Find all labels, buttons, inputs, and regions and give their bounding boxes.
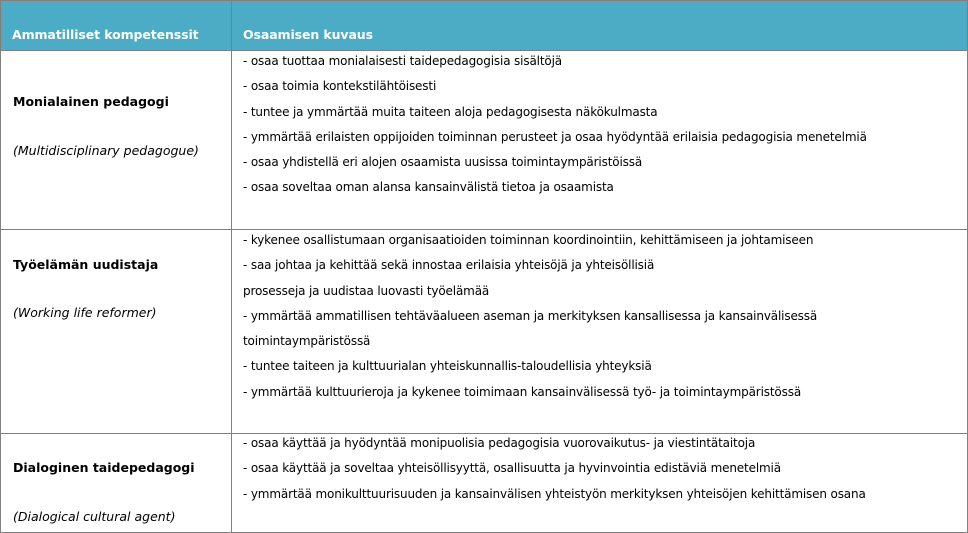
description-list [243, 434, 866, 510]
list-item: - ymmärtää erilaisten oppijoiden toiminnan perusteet ja osaa hyödyntää erilaisia pedagogisia menetelmiä [243, 129, 867, 144]
list-item: - osaa tuottaa monialaisesti taidepedagogisia sisältöjä [243, 54, 562, 68]
description-list [243, 231, 817, 408]
header-competences: Ammatilliset kompetenssit [12, 27, 199, 42]
list-item: prosesseja ja uudistaa luovasti työelämää [243, 283, 490, 298]
list-item: - osaa käyttää ja soveltaa yhteisöllisyyttä, osallisuutta ja hyvinvointia edistäviä menetelmiä [243, 461, 781, 476]
competence-title: Työelämän uudistaja [13, 257, 159, 272]
header-description: Osaamisen kuvaus [243, 27, 373, 42]
list-item: - osaa soveltaa oman alansa kansainvälistä tietoa ja osaamista [243, 180, 614, 195]
list-item: - ymmärtää ammatillisen tehtäväalueen aseman ja merkityksen kansallisessa ja kansainvälisessä [243, 308, 818, 323]
list-item: - ymmärtää kulttuurieroja ja kykenee toimimaan kansainvälisessä työ- ja toimintaympäristössä [243, 384, 802, 399]
table-row [1, 230, 967, 433]
list-item: - osaa toimia kontekstilähtöisesti [243, 79, 437, 94]
list-item: toimintaympäristössä [243, 334, 371, 349]
table-row [1, 434, 967, 532]
description-list [243, 52, 867, 204]
list-item: - ymmärtää monikulttuurisuuden ja kansainvälisen yhteistyön merkityksen yhteisöjen kehittämisen osana [243, 486, 866, 501]
list-item: - kykenee osallistumaan organisaatioiden toiminnan koordinointiin, kehittämiseen ja johtamiseen [243, 233, 814, 247]
list-item: - saa johtaa ja kehittää sekä innostaa erilaisia yhteisöjä ja yhteisöllisiä [243, 258, 655, 273]
list-item: - tuntee ja ymmärtää muita taiteen aloja pedagogisesta näkökulmasta [243, 104, 658, 119]
list-item: - osaa käyttää ja hyödyntää monipuolisia pedagogisia vuorovaikutus- ja viestintätaitoja [243, 436, 756, 450]
table-row [1, 51, 967, 229]
list-item: - osaa yhdistellä eri alojen osaamista uusissa toimintaympäristöissä [243, 155, 643, 170]
competence-title: Dialoginen taidepedagogi [13, 460, 195, 475]
competence-title: Monialainen pedagogi [13, 94, 169, 109]
table-header [1, 1, 967, 51]
competence-subtitle: (Working life reformer) [13, 305, 157, 320]
competence-subtitle: (Multidisciplinary pedagogue) [13, 143, 199, 158]
competence-subtitle: (Dialogical cultural agent) [13, 509, 176, 524]
list-item: - tuntee taiteen ja kulttuurialan yhteiskunnallis-taloudellisia yhteyksiä [243, 359, 652, 374]
